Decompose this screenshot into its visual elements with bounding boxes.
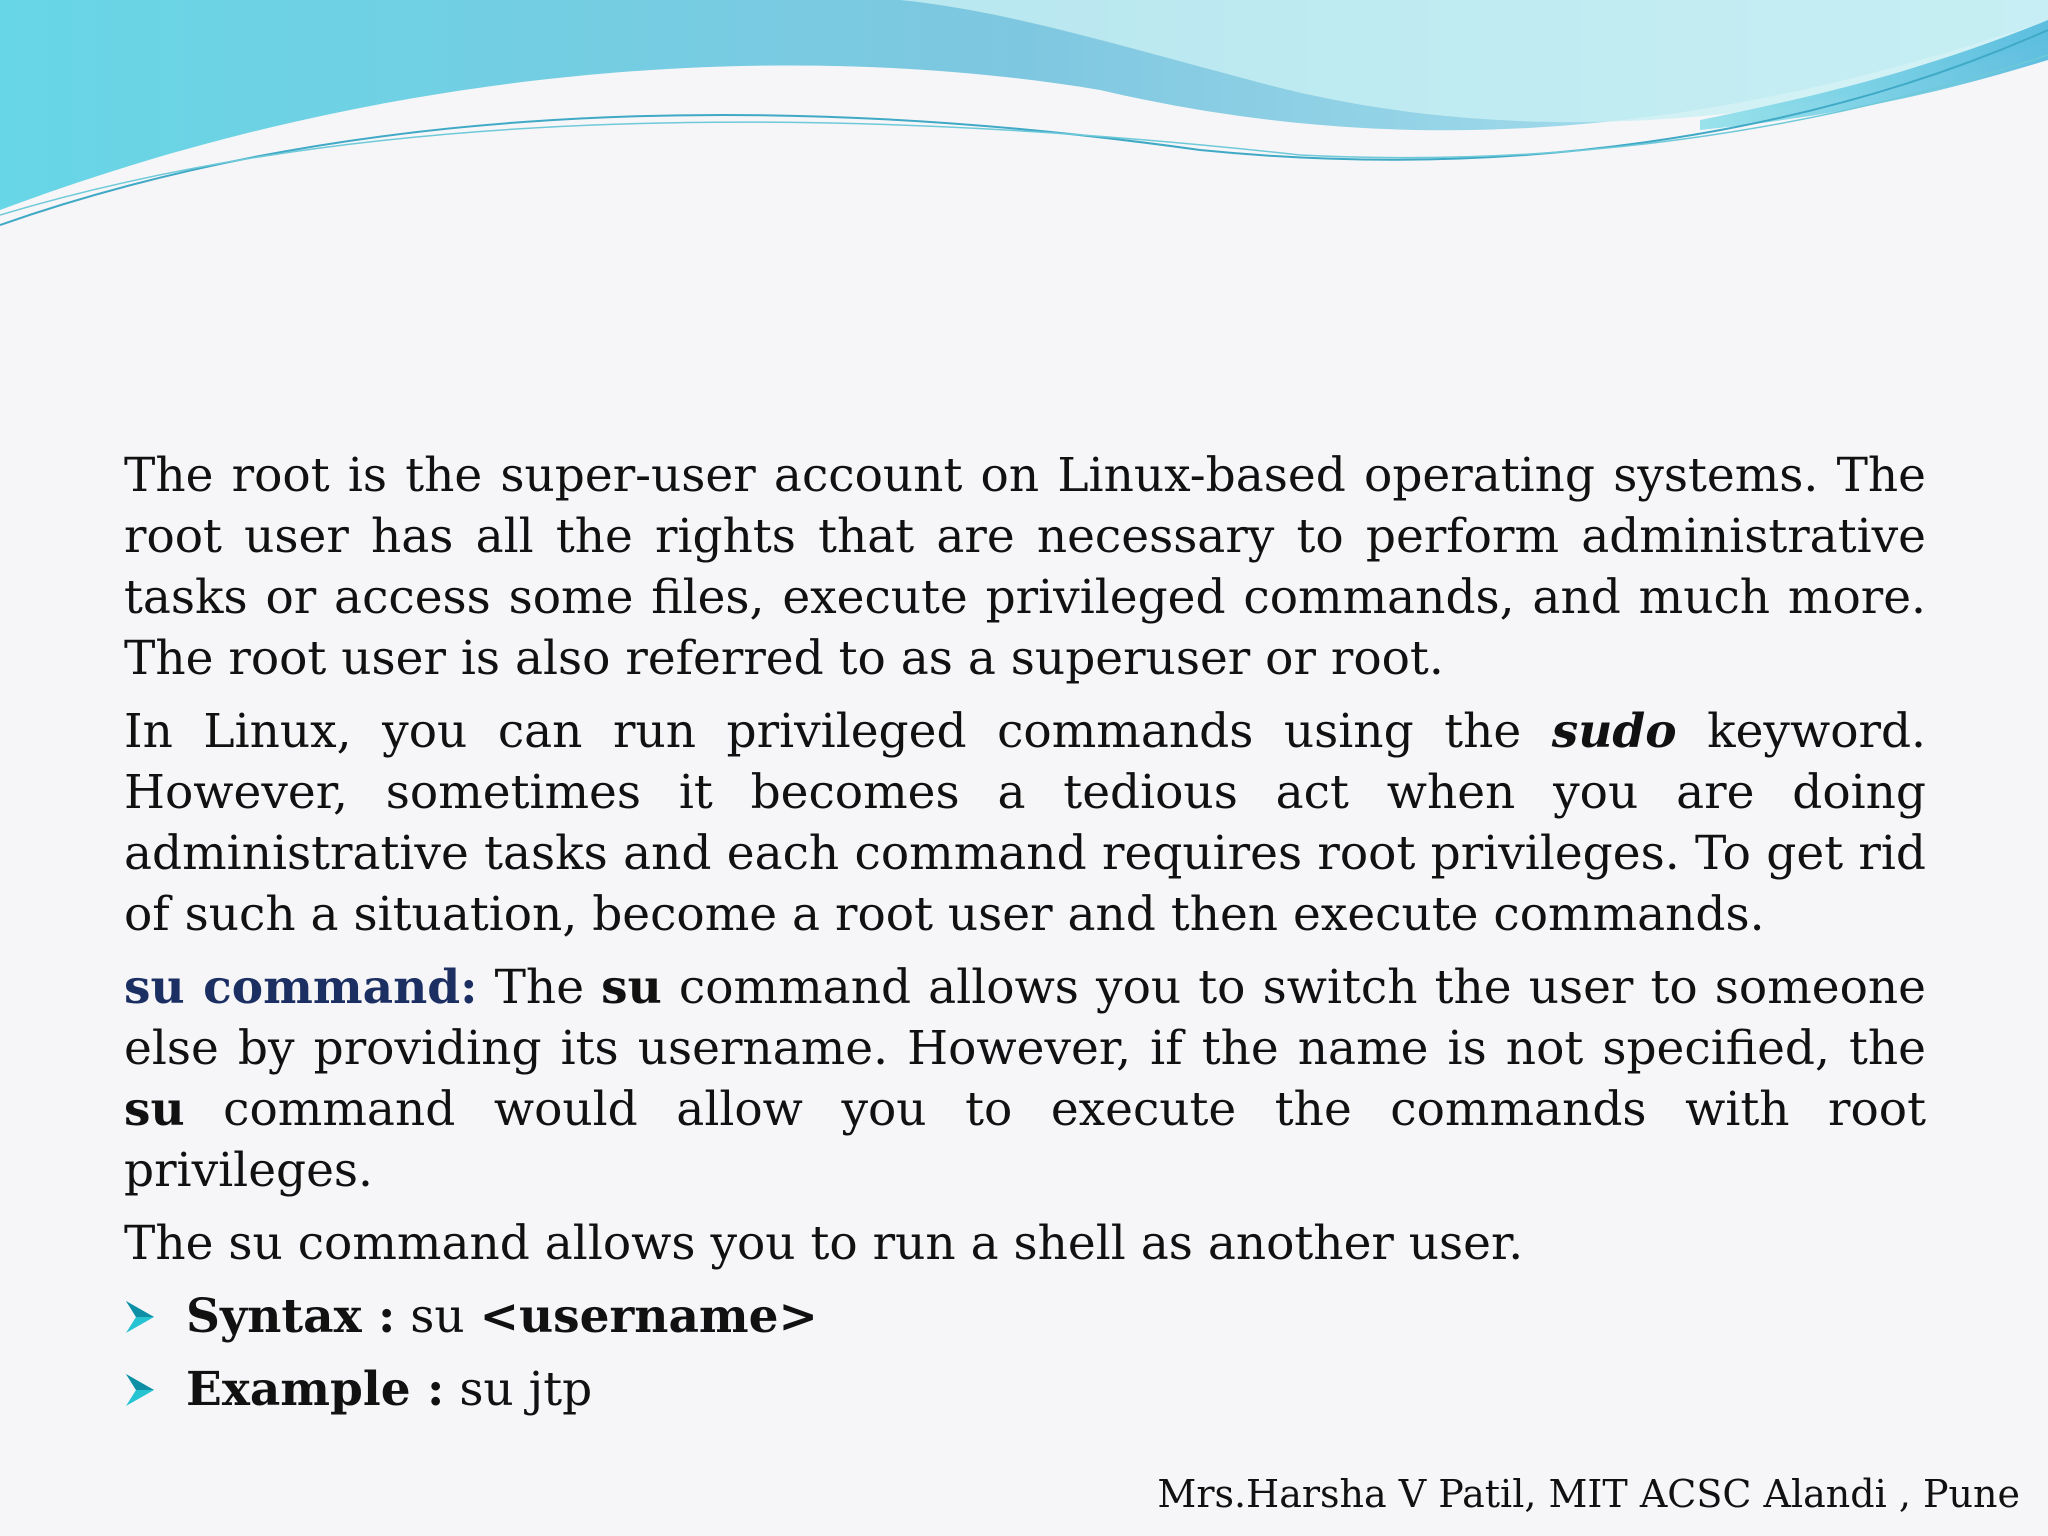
paragraph-su-command: [124, 957, 1926, 1201]
syntax-command: su: [395, 1289, 480, 1344]
arrow-bullet-icon: [124, 1299, 156, 1335]
su-text-a: The: [477, 960, 602, 1015]
sudo-text-before: In Linux, you can run privileged commands using the: [124, 704, 1552, 759]
slide-body: [124, 445, 1926, 1432]
syntax-argument: <username>: [479, 1289, 818, 1344]
header-wave-decoration: [0, 0, 2048, 240]
su-text-c: command allows you to switch the user to someone else by providing its username. However, if the name is not specified, the: [124, 960, 1926, 1076]
slide-footer: Mrs.Harsha V Patil, MIT ACSC Alandi , Pune: [1157, 1472, 2020, 1516]
bullet-example: [124, 1359, 1926, 1420]
su-command-term: su command:: [124, 960, 478, 1015]
bullet-syntax: [124, 1286, 1926, 1347]
paragraph-sudo: [124, 701, 1926, 945]
su-keyword-1: su: [601, 960, 662, 1015]
example-label: Example :: [186, 1362, 445, 1417]
su-text-e: command would allow you to execute the commands with root privileges.: [124, 1082, 1926, 1198]
sudo-keyword: sudo: [1551, 704, 1677, 759]
arrow-bullet-icon: [124, 1372, 156, 1408]
paragraph-su-shell: The su command allows you to run a shell as another user.: [124, 1216, 1524, 1271]
sudo-text-after: keyword. However, sometimes it becomes a tedious act when you are doing administrative tasks and each command requires root privileges. To get rid of such a situation, become a root user and then execute commands.: [124, 704, 1926, 942]
su-keyword-2: su: [124, 1082, 185, 1137]
example-value: su jtp: [444, 1362, 593, 1417]
syntax-label: Syntax :: [186, 1289, 396, 1344]
paragraph-root-definition: The root is the super-user account on Linux-based operating systems. The root user has all the rights that are necessary to perform administrative tasks or access some files, execute privileged commands, and much more. The root user is also referred to as a superuser or root.: [124, 448, 1926, 686]
